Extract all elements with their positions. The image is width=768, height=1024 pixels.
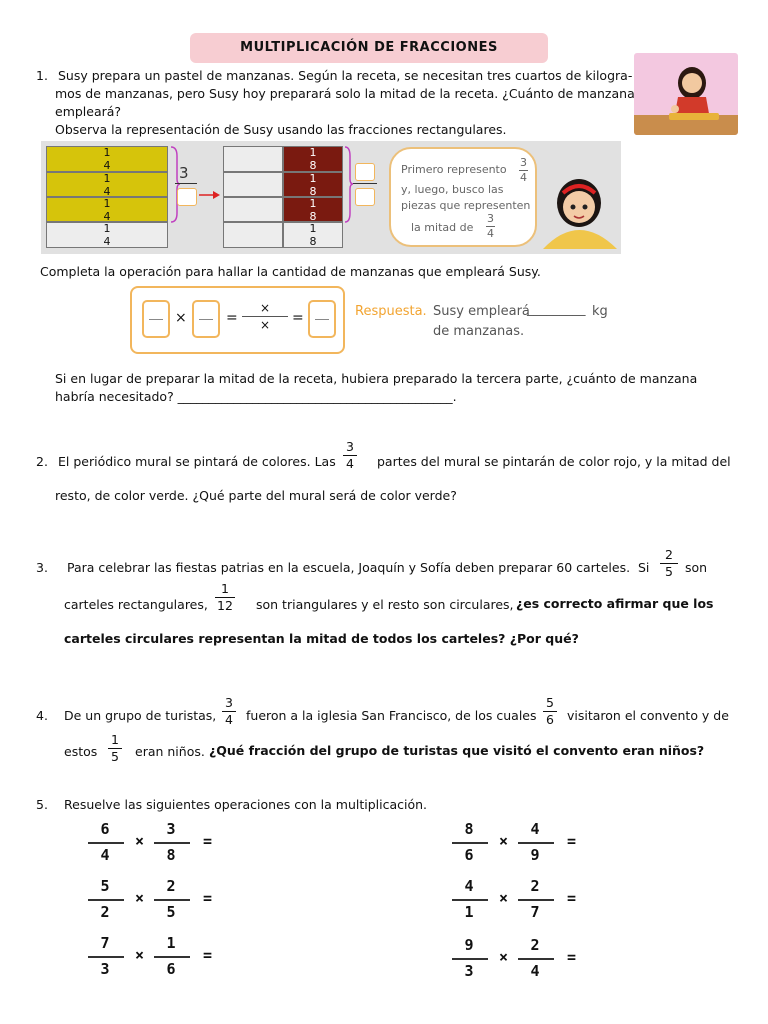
- fraction-bar: [88, 956, 124, 958]
- fraction-bar: [518, 842, 554, 844]
- q1-number: 1.: [36, 68, 48, 83]
- q5-text: Resuelve las siguientes operaciones con la multiplicación.: [64, 797, 428, 812]
- left-cell: 1 4: [46, 146, 168, 172]
- multiplication-operation: [88, 934, 228, 984]
- times-symbol: ×: [499, 832, 509, 850]
- right-cell-white: [223, 222, 283, 248]
- times-symbol: ×: [175, 310, 187, 326]
- complete-text: Completa la operación para hallar la cantidad de manzanas que empleará Susy.: [40, 264, 541, 279]
- operand-a-numerator: 8: [464, 820, 474, 838]
- left-cell: 1 4: [46, 172, 168, 197]
- operand-b-numerator: 4: [530, 820, 540, 838]
- girl-icon: [539, 171, 619, 251]
- q2-fraction: 3 4: [343, 440, 357, 471]
- answer-text2: de manzanas.: [433, 324, 525, 339]
- operand-a-denominator: 2: [100, 903, 110, 921]
- operand-b-numerator: 2: [530, 877, 540, 895]
- fraction-bar: [518, 958, 554, 960]
- operand-a-denominator: 3: [100, 960, 110, 978]
- operand-b-numerator: 2: [166, 877, 176, 895]
- operand-b-numerator: 1: [166, 934, 176, 952]
- brace-icon: [344, 146, 354, 223]
- middle-fraction-bar: [175, 183, 197, 184]
- multiplication-operation: [452, 936, 592, 986]
- multiplication-operation: [88, 820, 228, 870]
- q4-number: 4.: [36, 708, 48, 723]
- q3-text-a: Para celebrar las fiestas patrias en la escuela, Joaquín y Sofía deben preparar 60 carteles.: [67, 560, 631, 575]
- q1-line4: Observa la representación de Susy usando las fracciones rectangulares.: [55, 122, 507, 137]
- times-symbol: ×: [135, 889, 145, 907]
- operand-a-numerator: 6: [100, 820, 110, 838]
- bubble-line2: y, luego, busco las: [401, 183, 504, 196]
- fraction-bar: [452, 842, 488, 844]
- left-cell: 1 4: [46, 222, 168, 248]
- right-cell-white: [223, 146, 283, 172]
- fraction-bar: [452, 958, 488, 960]
- q4-fraction1: 3 4: [222, 696, 236, 727]
- equals-symbol: =: [567, 948, 577, 966]
- right-cell: 1 8: [283, 197, 343, 222]
- q3-fraction1: 2 5: [660, 548, 678, 579]
- answer-blank[interactable]: _________: [527, 302, 586, 317]
- q1-line1: Susy prepara un pastel de manzanas. Según la receta, se necesitan tres cuartos de kilogra-: [58, 68, 633, 83]
- operand-b-denominator: 9: [530, 846, 540, 864]
- q1-line3: empleará?: [55, 104, 122, 119]
- q3-bold-a: ¿es correcto afirmar que los: [516, 596, 714, 611]
- blank-fraction: × ×: [242, 302, 288, 331]
- q2-text-a: El periódico mural se pintará de colores. Las: [58, 454, 336, 469]
- operand-a-denominator: 1: [464, 903, 474, 921]
- q3-text-si: Si: [638, 560, 650, 575]
- answer-label: Respuesta.: [355, 304, 427, 319]
- q2-text-c: resto, de color verde. ¿Qué parte del mural será de color verde?: [55, 488, 457, 503]
- operand1-box: [142, 300, 170, 338]
- q2-text-b: partes del mural se pintarán de color rojo, y la mitad del: [377, 454, 731, 469]
- times-symbol: ×: [499, 889, 509, 907]
- right-fraction-bar: [353, 183, 377, 184]
- left-cell: 1 4: [46, 197, 168, 222]
- girl-cooking-illustration: [634, 53, 738, 135]
- multiplication-operation: [88, 877, 228, 927]
- page-title: MULTIPLICACIÓN DE FRACCIONES: [190, 33, 548, 63]
- q1-line2: mos de manzanas, pero Susy hoy preparará solo la mitad de la receta. ¿Cuánto de manzana: [55, 86, 635, 101]
- equals-symbol: =: [203, 889, 213, 907]
- times-symbol: ×: [135, 946, 145, 964]
- fraction-rectangles-illustration: [41, 141, 621, 254]
- right-cell-white: [223, 197, 283, 222]
- q4-text-a: De un grupo de turistas,: [64, 708, 217, 723]
- multiplication-operation: [452, 820, 592, 870]
- operand-b-denominator: 6: [166, 960, 176, 978]
- times-symbol: ×: [135, 832, 145, 850]
- operation-box: [130, 286, 345, 354]
- q4-text-e: eran niños.: [135, 744, 205, 759]
- fraction-bar: [154, 956, 190, 958]
- bubble-line1: Primero represento: [401, 163, 507, 176]
- multiplication-operation: [452, 877, 592, 927]
- middle-answer-box: [177, 188, 197, 206]
- answer-text1: Susy empleará: [433, 304, 530, 319]
- times-symbol: ×: [499, 948, 509, 966]
- equals-symbol: =: [203, 832, 213, 850]
- fraction-bar: [154, 842, 190, 844]
- equals-symbol: =: [203, 946, 213, 964]
- bubble-line3: piezas que representen: [401, 199, 531, 212]
- right-cell: 1 8: [283, 172, 343, 197]
- q4-text-d: estos: [64, 744, 98, 759]
- answer-unit: kg: [592, 304, 608, 319]
- right-cell: 1 8: [283, 146, 343, 172]
- q3-bold-b: carteles circulares representan la mitad de todos los carteles? ¿Por qué?: [64, 631, 579, 646]
- operand-a-numerator: 7: [100, 934, 110, 952]
- operand2-box: [192, 300, 220, 338]
- bubble-fraction-bottom: 3 4: [487, 212, 494, 240]
- operand-b-denominator: 7: [530, 903, 540, 921]
- result-box: [308, 300, 336, 338]
- bubble-fraction-top: 3 4: [520, 156, 527, 184]
- operand-b-numerator: 3: [166, 820, 176, 838]
- q4-text-c: visitaron el convento y de: [567, 708, 729, 723]
- equals-symbol: =: [567, 832, 577, 850]
- q3-number: 3.: [36, 560, 48, 575]
- fraction-bar: [154, 899, 190, 901]
- fraction-bar: [88, 842, 124, 844]
- speech-bubble: [389, 147, 537, 247]
- q3-text-son: son: [685, 560, 708, 575]
- operand-a-numerator: 9: [464, 936, 474, 954]
- fraction-bar: [88, 899, 124, 901]
- q4-fraction3: 1 5: [108, 733, 122, 764]
- equals-symbol: =: [567, 889, 577, 907]
- fraction-bar: [518, 899, 554, 901]
- q3-text-b: carteles rectangulares,: [64, 597, 208, 612]
- q5-number: 5.: [36, 797, 48, 812]
- q3-text-c: son triangulares y el resto son circulares,: [256, 597, 514, 612]
- operand-b-denominator: 4: [530, 962, 540, 980]
- operand-b-denominator: 5: [166, 903, 176, 921]
- right-answer-den-box: [355, 188, 375, 206]
- operand-a-numerator: 5: [100, 877, 110, 895]
- operand-a-numerator: 4: [464, 877, 474, 895]
- q4-bold: ¿Qué fracción del grupo de turistas que visitó el convento eran niños?: [209, 743, 705, 758]
- right-answer-num-box: [355, 163, 375, 181]
- q3-fraction2: 1 12: [215, 582, 235, 613]
- q1-follow1: Si en lugar de preparar la mitad de la receta, hubiera preparado la tercera parte, ¿cuánto de manzana: [55, 371, 698, 386]
- operand-a-denominator: 3: [464, 962, 474, 980]
- q4-fraction2: 5 6: [543, 696, 557, 727]
- equals-symbol-2: =: [292, 310, 304, 326]
- right-cell: 1 8: [283, 222, 343, 248]
- bubble-line4: la mitad de: [411, 221, 474, 234]
- right-cell-white: [223, 172, 283, 197]
- brace-icon: [169, 146, 181, 223]
- middle-numerator: 3: [179, 164, 189, 182]
- operand-b-denominator: 8: [166, 846, 176, 864]
- q4-text-b: fueron a la iglesia San Francisco, de los cuales: [246, 708, 537, 723]
- operand-a-denominator: 4: [100, 846, 110, 864]
- equals-symbol: =: [226, 310, 238, 326]
- q2-number: 2.: [36, 454, 48, 469]
- fraction-bar: [452, 899, 488, 901]
- operand-b-numerator: 2: [530, 936, 540, 954]
- q1-follow2[interactable]: habría necesitado? ____________________________________________.: [55, 389, 457, 404]
- arrow-icon: [199, 190, 221, 200]
- operand-a-denominator: 6: [464, 846, 474, 864]
